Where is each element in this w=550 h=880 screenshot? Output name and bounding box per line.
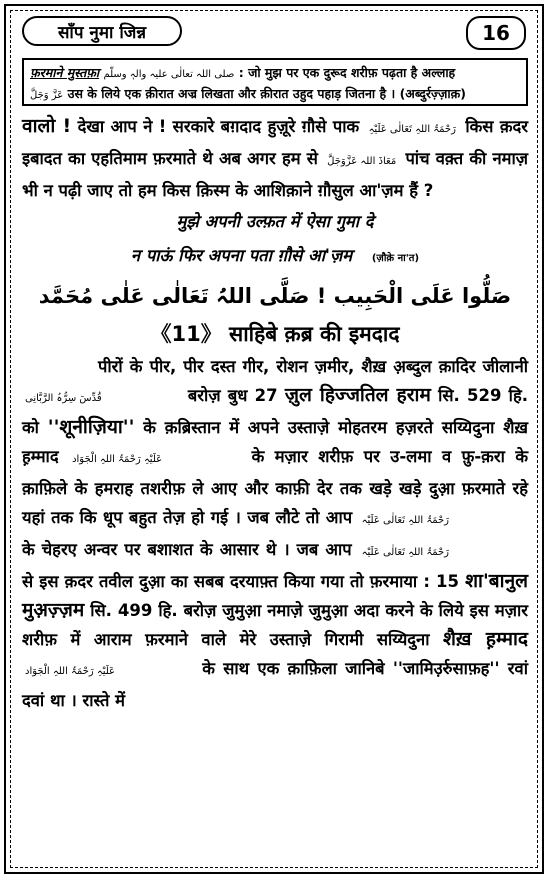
para2-honorific-5: عَلَیْہِ رَحْمَۃُ اللہِ الْجَوَاد [25, 666, 116, 677]
para2-seg8: सि. 499 हि. बरोज़ जुमुआ़ नमाज़े जुमुआ़ अदा करने के लिये इस मज़ार शरीफ़ में आराम फ़रमाने वाले मेरे उस्ताज़े गिरामी सय्यिदुना [22, 601, 529, 649]
para2-honorific-1: قُدِّسَ سِرُّہُ الرَّبَّانِی [25, 393, 102, 404]
farman-salutation: صلی اللہ تعالٰی علیہ والہٖ وسلّم [103, 69, 235, 80]
para2-honorific-3: رَحْمَۃُ اللہِ تَعَالٰی عَلَیْہ [361, 515, 449, 526]
para2-seg4: के क़ब्रिस्तान में अपने उस्ताज़े मोहतरम हज़रते सय्यिदुना शैख़ ह़म्माद [22, 418, 528, 466]
section-heading: 《11》 साहिबे क़ब्र की इमदाद [150, 322, 400, 346]
farman-box [22, 58, 528, 106]
para2-date: ज़ुल हिज्जतिल हराम [284, 384, 431, 406]
paragraph-2 [22, 352, 528, 715]
para2-seg9: के साथ एक क़ाफ़िला जानिबे ''जामिउ़र्रुसाफ़ह'' रवां दवां था । रास्ते में [22, 659, 528, 710]
couplet-line-2-text: न पाऊं फिर अपना पता ग़ौसे आ'ज़म [130, 246, 353, 265]
page-number-text: 16 [482, 21, 510, 45]
para2-seg6: के चेहरए अन्वर पर बशाशत के आसार थे । जब आप [22, 540, 352, 559]
farman-line-1 [30, 63, 520, 84]
farman-line2-text: उस के लिये एक क़ीरात अज्र लिखता और क़ीरात उहुद पहाड़ जितना है । (अब्दुर्रज़्ज़ाक़) [67, 86, 466, 101]
main-text [22, 112, 528, 715]
page-number [466, 16, 526, 50]
para1-seg3: किस क़दर इबादत का एहतिमाम फ़रमाते थे अब अगर हम से [22, 117, 529, 168]
book-title [22, 16, 182, 46]
farman-divine: عَزَّ وَجَلَّ [30, 90, 64, 101]
para2-date-2: शा'बानुल मुअ़ज़्ज़म [22, 570, 528, 621]
paragraph-1 [22, 112, 528, 205]
farman-line1-text: : जो मुझ पर एक दुरूद शरीफ़ पढ़ता है अल्लाह [238, 65, 456, 80]
para1-seg2: देखा आप ने ! सरकारे बग़दाद हुज़ूरे ग़ौसे पाक [77, 117, 360, 136]
para1-opening: वालो ! [22, 115, 72, 137]
para1-honorific-2: مَعَاذَ اللہ عَزَّوَجَلَّ [327, 156, 397, 167]
salawat: صَلُّوا عَلَی الْحَبِیب ! صَلَّی اللہُ تَعَالٰی عَلٰی مُحَمَّد [38, 284, 512, 308]
couplet [22, 205, 528, 276]
couplet-line-1: मुझे अपनी उल्फ़त में ऐसा गुमा दे [176, 212, 374, 231]
para2-seg1: पीरों के पीर, पीर दस्त गीर, रोशन ज़मीर, शैख़ अ़ब्दुल क़ादिर जीलानी [98, 357, 528, 376]
para1-seg4: पांच वक़्त की नमाज़ भी न पढ़ी जाए तो हम किस क़िस्म के आशिक़ाने ग़ौसुल आ'ज़म हैं ? [22, 149, 529, 200]
farman-label: फ़रमाने मुस्तफ़ा [30, 65, 100, 80]
para2-honorific-4: رَحْمَۃُ اللہِ تَعَالٰی عَلَیْہ [361, 547, 449, 558]
para2-seg3: सि. 529 हि. को [22, 386, 528, 437]
para2-seg5: के मज़ार शरीफ़ पर उ-लमा व फ़ु-क़रा के क़ाफ़िले के हमराह तशरीफ़ ले आए और काफ़ी देर तक खड़े खड़े दुआ़ फ़रमाते रहे यहां तक कि धूप बहुत तेज़ हो गई । जब लौटे तो आप [22, 447, 528, 527]
para1-honorific-1: رَحْمَۃُ اللہِ تَعَالٰی عَلَیْہِ [368, 124, 456, 135]
para2-place: ''शूनीज़िया'' [47, 416, 135, 438]
para2-seg2: बरोज़ बुध 27 [187, 386, 278, 405]
farman-line-2 [30, 84, 520, 105]
para2-name: शैख़ ह़म्माद [443, 628, 528, 650]
couplet-line-2 [22, 239, 528, 276]
book-title-text: साँप नुमा जिन्न [57, 22, 147, 43]
para2-honorific-2: عَلَیْہِ رَحْمَۃُ اللہِ الْجَوَاد [72, 454, 163, 465]
couplet-reference: (ज़ौक़े ना'त) [371, 253, 420, 264]
para2-seg7: से इस क़दर तवील दुआ़ का सबब दरयाफ़्त किया गया तो फ़रमाया : 15 [22, 572, 460, 591]
